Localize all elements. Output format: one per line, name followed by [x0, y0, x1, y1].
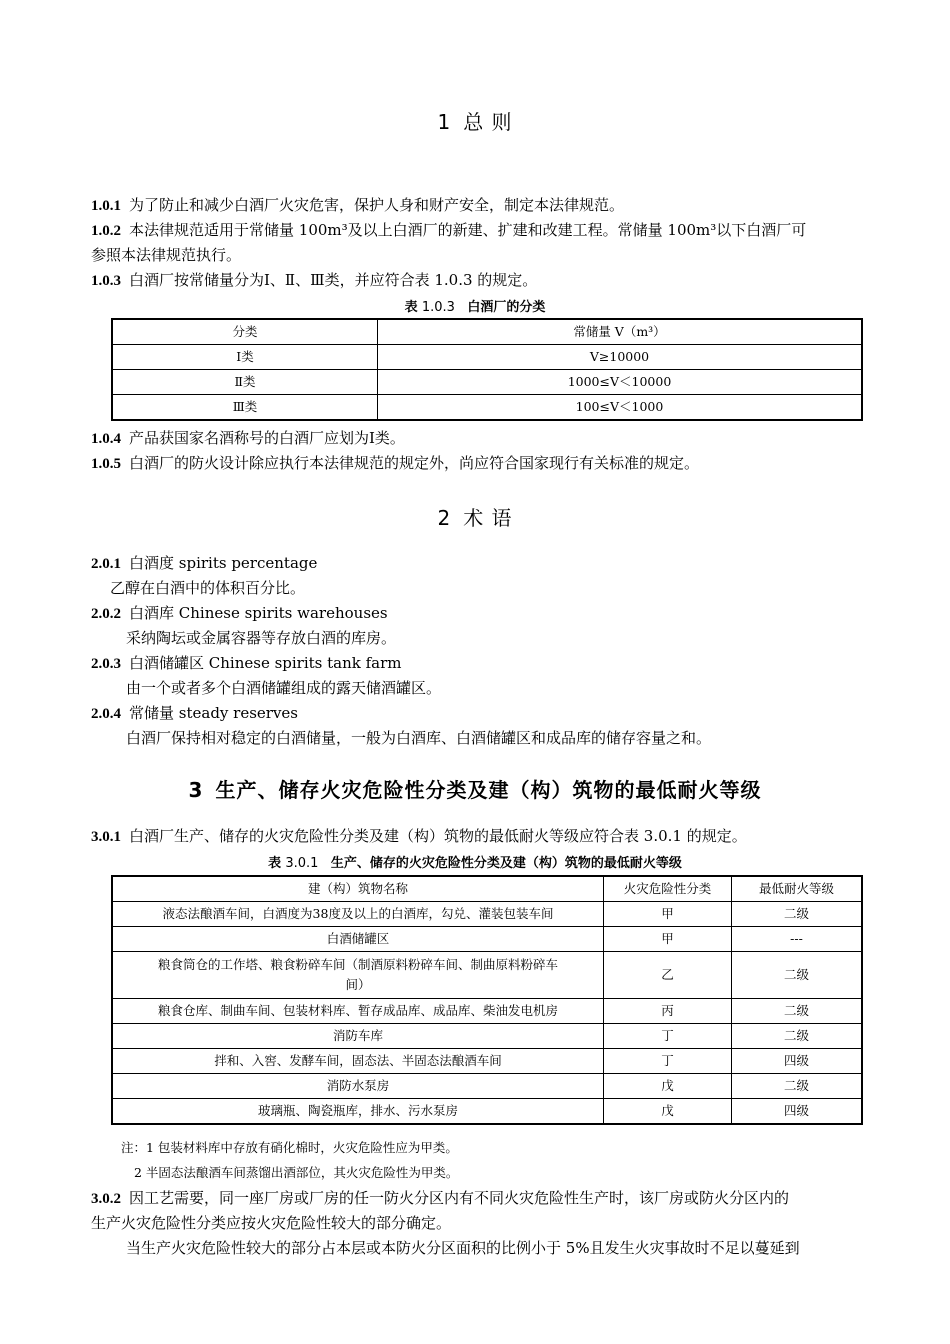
table-row — [112, 999, 862, 1024]
table-cell: 戊 — [604, 1074, 732, 1099]
table-row — [112, 345, 862, 370]
term-2-0-1-definition — [110, 578, 305, 598]
clause-number: 2.0.4 — [91, 706, 121, 722]
chapter-title: 生产、储存火灾危险性分类及建（构）筑物的最低耐火等级 — [215, 778, 762, 802]
table-header-row — [112, 876, 862, 902]
table-header-cell: 分类 — [112, 319, 378, 345]
term-definition: 采纳陶坛或金属容器等存放白酒的库房。 — [126, 629, 397, 647]
table-row — [112, 1074, 862, 1099]
chapter-title: 总 则 — [463, 110, 513, 134]
table-cell: 1000≤V＜10000 — [378, 370, 863, 395]
caption-number: 3.0.1 — [285, 856, 319, 871]
table-cell: Ⅰ类 — [112, 345, 378, 370]
table-row — [112, 1024, 862, 1049]
table-cell: 戊 — [604, 1099, 732, 1125]
clause-number: 1.0.2 — [91, 223, 121, 239]
term-2-0-4-definition — [126, 728, 711, 748]
cell-line: 粮食筒仓的工作塔、粮食粉碎车间（制酒原料粉碎车间、制曲原料粉碎车 — [157, 957, 558, 972]
clause-number: 2.0.1 — [91, 556, 121, 572]
table-cell: 液态法酿酒车间，白酒度为38度及以上的白酒库，勾兑、灌装包装车间 — [112, 902, 604, 927]
table-cell: 100≤V＜1000 — [378, 395, 863, 421]
clause-1-0-4 — [91, 428, 405, 449]
term-definition: 由一个或者多个白酒储罐组成的露天储酒罐区。 — [126, 679, 442, 697]
chapter-number: 3 — [188, 778, 204, 802]
clause-1-0-5 — [91, 453, 699, 474]
clause-1-0-3 — [91, 270, 537, 291]
cell-line: 间） — [345, 977, 371, 992]
chapter-2-heading — [0, 502, 950, 531]
term-text: 常储量 steady reserves — [129, 704, 298, 722]
caption-title: 白酒厂的分类 — [467, 300, 546, 315]
clause-text: 参照本法律规范执行。 — [91, 246, 242, 264]
table-cell: 玻璃瓶、陶瓷瓶库，排水、污水泵房 — [112, 1099, 604, 1125]
chapter-number: 1 — [437, 110, 452, 134]
fire-hazard-table — [111, 875, 863, 1125]
table-cell: Ⅲ类 — [112, 395, 378, 421]
table-row — [112, 370, 862, 395]
caption-title: 生产、储存的火灾危险性分类及建（构）筑物的最低耐火等级 — [330, 856, 682, 871]
table-cell: 消防车库 — [112, 1024, 604, 1049]
term-2-0-2 — [91, 603, 388, 624]
clause-text: 生产火灾危险性分类应按火灾危险性较大的部分确定。 — [91, 1214, 452, 1232]
table-cell: 丙 — [604, 999, 732, 1024]
clause-number: 1.0.4 — [91, 431, 121, 447]
clause-text: 因工艺需要，同一座厂房或厂房的任一防火分区内有不同火灾危险性生产时，该厂房或防火分区内的 — [129, 1189, 790, 1207]
clause-number: 2.0.3 — [91, 656, 121, 672]
clause-3-0-2-cont — [91, 1213, 451, 1233]
table-cell: 白酒储罐区 — [112, 927, 604, 952]
table-note-1: 注：1 包装材料库中存放有硝化棉时，火灾危险性应为甲类。 — [121, 1140, 458, 1155]
table-cell: 拌和、入窖、发酵车间，固态法、半固态法酿酒车间 — [112, 1049, 604, 1074]
clause-text: 为了防止和减少白酒厂火灾危害，保护人身和财产安全，制定本法律规范。 — [129, 196, 625, 214]
clause-text: 白酒厂按常储量分为Ⅰ、Ⅱ、Ⅲ类，并应符合表 1.0.3 的规定。 — [129, 271, 538, 289]
chapter-1-heading — [0, 106, 950, 135]
clause-text: 当生产火灾危险性较大的部分占本层或本防火分区面积的比例小于 5%且发生火灾事故时不足以蔓延到 — [126, 1239, 800, 1257]
term-2-0-3 — [91, 653, 402, 674]
clause-text: 本法律规范适用于常储量 100m³及以上白酒厂的新建、扩建和改建工程。常储量 100m³以下白酒厂可 — [129, 221, 807, 239]
clause-1-0-2 — [91, 220, 806, 241]
table-note-2: 2 半固态法酿酒车间蒸馏出酒部位，其火灾危险性为甲类。 — [134, 1165, 459, 1180]
table-cell: 二级 — [732, 902, 863, 927]
table-cell: --- — [732, 927, 863, 952]
caption-prefix: 表 — [268, 856, 282, 871]
table-cell: 粮食仓库、制曲车间、包装材料库、暂存成品库、成品库、柴油发电机房 — [112, 999, 604, 1024]
clause-text: 白酒厂的防火设计除应执行本法律规范的规定外，尚应符合国家现行有关标准的规定。 — [129, 454, 700, 472]
chapter-title: 术 语 — [463, 506, 513, 530]
classification-table — [111, 318, 863, 421]
clause-1-0-2-cont — [91, 245, 241, 265]
clause-number: 3.0.2 — [91, 1191, 121, 1207]
term-text: 白酒储罐区 Chinese spirits tank farm — [129, 654, 402, 672]
table-row — [112, 1099, 862, 1125]
table-cell: 甲 — [604, 927, 732, 952]
table-cell: V≥10000 — [378, 345, 863, 370]
term-2-0-4 — [91, 703, 298, 724]
clause-3-0-1 — [91, 826, 747, 847]
table-cell: 二级 — [732, 999, 863, 1024]
table-header-cell: 火灾危险性分类 — [604, 876, 732, 902]
table-cell: 四级 — [732, 1049, 863, 1074]
table-row — [112, 395, 862, 421]
table-cell — [112, 952, 604, 999]
table-row — [112, 952, 862, 999]
table-cell: 二级 — [732, 1074, 863, 1099]
table-cell: 二级 — [732, 952, 863, 999]
clause-1-0-1 — [91, 195, 624, 216]
table-row — [112, 1049, 862, 1074]
clause-3-0-2-para2 — [126, 1238, 800, 1258]
table-cell: 丁 — [604, 1049, 732, 1074]
table-cell: 消防水泵房 — [112, 1074, 604, 1099]
table-cell: 乙 — [604, 952, 732, 999]
table-1-caption — [0, 296, 950, 315]
table-row — [112, 927, 862, 952]
clause-3-0-2 — [91, 1188, 789, 1209]
clause-text: 产品获国家名酒称号的白酒厂应划为Ⅰ类。 — [129, 429, 405, 447]
term-text: 白酒度 spirits percentage — [129, 554, 318, 572]
caption-prefix: 表 — [404, 300, 418, 315]
chapter-number: 2 — [437, 506, 452, 530]
clause-number: 1.0.5 — [91, 456, 121, 472]
table-cell: Ⅱ类 — [112, 370, 378, 395]
term-definition: 乙醇在白酒中的体积百分比。 — [110, 579, 306, 597]
term-2-0-3-definition — [126, 678, 441, 698]
clause-number: 3.0.1 — [91, 829, 121, 845]
caption-number: 1.0.3 — [421, 300, 455, 315]
chapter-3-heading — [0, 774, 950, 803]
table-header-row — [112, 319, 862, 345]
table-row — [112, 902, 862, 927]
table-2-caption — [0, 852, 950, 871]
term-definition: 白酒厂保持相对稳定的白酒储量，一般为白酒库、白酒储罐区和成品库的储存容量之和。 — [126, 729, 712, 747]
table-cell: 甲 — [604, 902, 732, 927]
table-cell: 丁 — [604, 1024, 732, 1049]
table-header-cell: 常储量 V（m³） — [378, 319, 863, 345]
term-2-0-1 — [91, 553, 317, 574]
clause-number: 1.0.1 — [91, 198, 121, 214]
term-2-0-2-definition — [126, 628, 396, 648]
term-text: 白酒库 Chinese spirits warehouses — [129, 604, 388, 622]
clause-number: 1.0.3 — [91, 273, 121, 289]
clause-text: 白酒厂生产、储存的火灾危险性分类及建（构）筑物的最低耐火等级应符合表 3.0.1 的规定。 — [129, 827, 747, 845]
table-header-cell: 建（构）筑物名称 — [112, 876, 604, 902]
table-header-cell: 最低耐火等级 — [732, 876, 863, 902]
table-cell: 四级 — [732, 1099, 863, 1125]
clause-number: 2.0.2 — [91, 606, 121, 622]
table-cell: 二级 — [732, 1024, 863, 1049]
